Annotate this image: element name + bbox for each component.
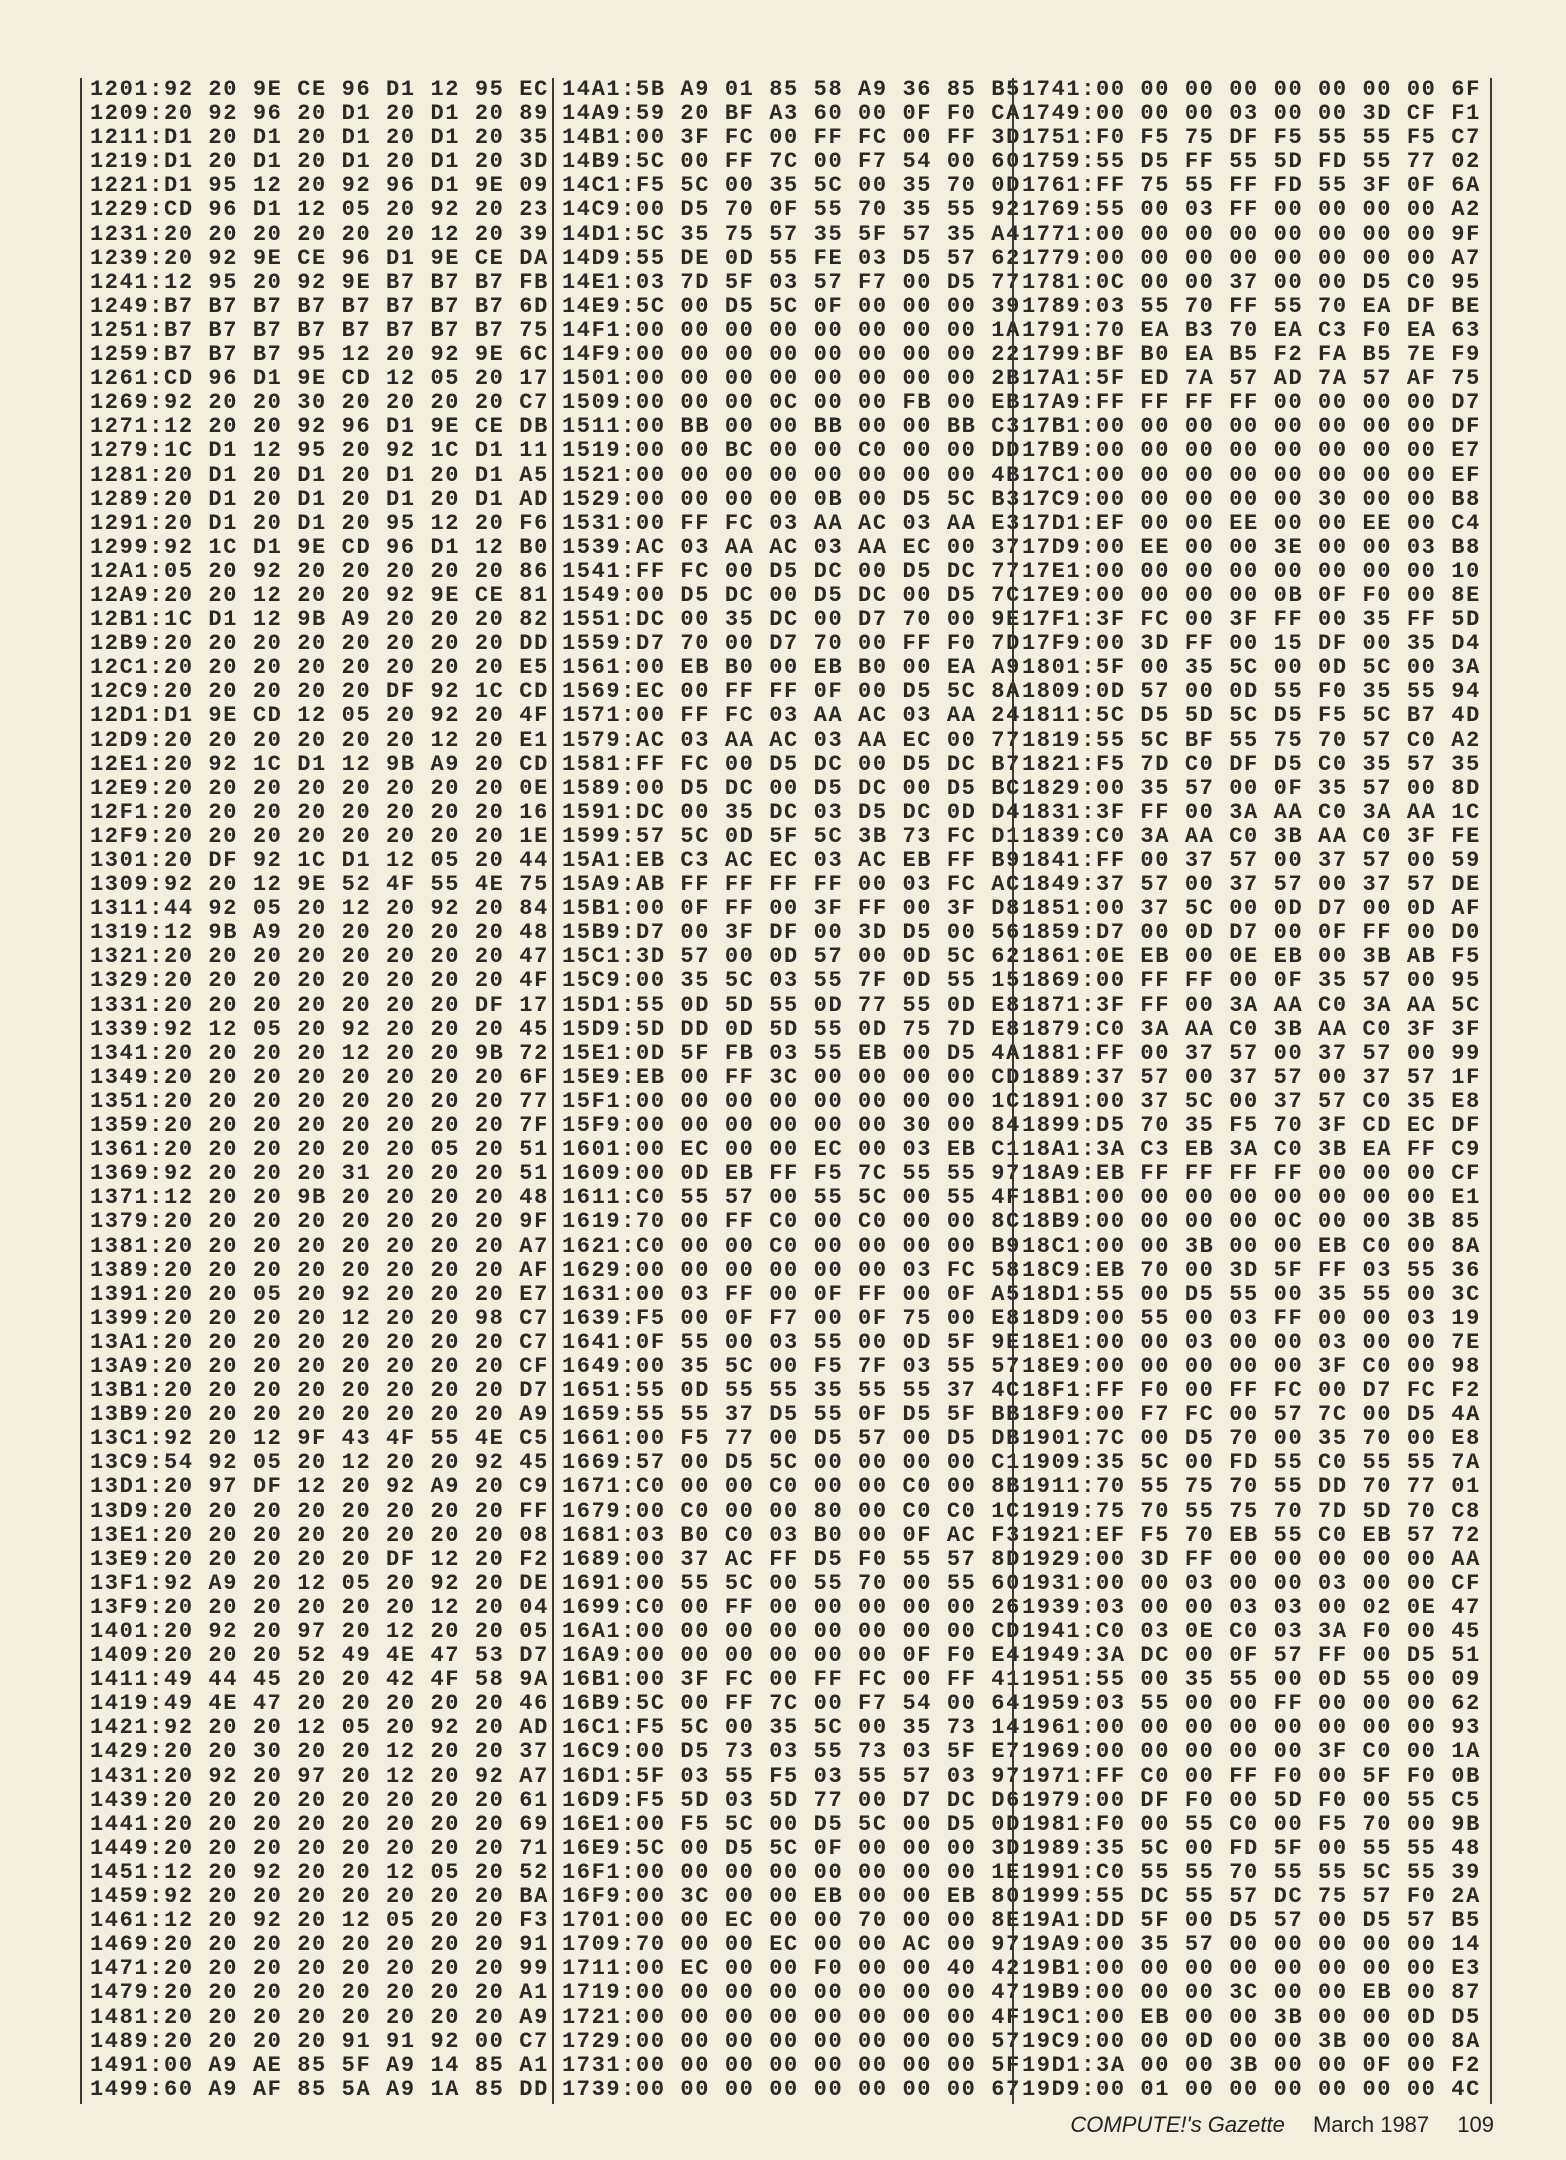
listing-line: 19C9:00 00 0D 00 00 3B 00 00 8A [1022,2028,1481,2054]
listing-line: 1559:D7 70 00 D7 70 00 FF F0 7D [562,631,1021,657]
listing-line: 1441:20 20 20 20 20 20 20 20 69 [90,1811,549,1837]
listing-line: 1931:00 00 03 00 00 03 00 00 CF [1022,1570,1481,1596]
listing-line: 1389:20 20 20 20 20 20 20 20 AF [90,1257,549,1283]
listing-line: 1231:20 20 20 20 20 20 12 20 39 [90,221,549,247]
listing-line: 1781:0C 00 00 37 00 00 D5 C0 95 [1022,269,1481,295]
listing-line: 1399:20 20 20 20 12 20 20 98 C7 [90,1305,549,1331]
listing-line: 1941:C0 03 0E C0 03 3A F0 00 45 [1022,1619,1481,1644]
listing-line: 1421:92 20 20 12 05 20 92 20 AD [90,1715,549,1741]
issue-date: March 1987 [1312,2112,1430,2137]
listing-line: 1461:12 20 92 20 12 05 20 20 F3 [90,1908,549,1934]
listing-line: 1949:3A DC 00 0F 57 FF 00 D5 51 [1022,1643,1481,1669]
listing-line: 13A1:20 20 20 20 20 20 20 20 C7 [90,1329,549,1355]
listing-line: 17C9:00 00 00 00 00 30 00 00 B8 [1022,486,1481,512]
listing-line: 12D1:D1 9E CD 12 05 20 92 20 4F [90,703,549,729]
listing-line: 19B9:00 00 00 3C 00 00 EB 00 87 [1022,1980,1481,2006]
listing-line: 1899:D5 70 35 F5 70 3F CD EC DF [1022,1113,1481,1139]
listing-line: 17B9:00 00 00 00 00 00 00 00 E7 [1022,438,1481,464]
listing-line: 1481:20 20 20 20 20 20 20 20 A9 [90,2004,549,2030]
listing-line: 1771:00 00 00 00 00 00 00 00 9F [1022,221,1481,247]
listing-line: 1871:3F FF 00 3A AA C0 3A AA 5C [1022,992,1481,1018]
listing-line: 14C1:F5 5C 00 35 5C 00 35 70 0D [562,173,1021,199]
listing-line: 1951:55 00 35 55 00 0D 55 00 09 [1022,1667,1481,1693]
listing-line: 1649:00 35 5C 00 F5 7F 03 55 57 [562,1353,1021,1379]
listing-line: 1741:00 00 00 00 00 00 00 00 6F [1022,77,1481,102]
listing-line: 15E9:EB 00 FF 3C 00 00 00 00 CD [562,1064,1021,1090]
listing-line: 1209:20 92 96 20 D1 20 D1 20 89 [90,101,549,127]
listing-line: 1841:FF 00 37 57 00 37 57 00 59 [1022,848,1481,873]
listing-line: 1521:00 00 00 00 00 00 00 00 4B [562,462,1021,488]
listing-line: 1629:00 00 00 00 00 00 03 FC 58 [562,1257,1021,1283]
listing-line: 1429:20 20 30 20 20 12 20 20 37 [90,1739,549,1765]
listing-line: 19B1:00 00 00 00 00 00 00 00 E3 [1022,1956,1481,1982]
listing-line: 1239:20 92 9E CE 96 D1 9E CE DA [90,245,549,271]
listing-line: 13D9:20 20 20 20 20 20 20 20 FF [90,1498,549,1524]
listing-line: 19C1:00 EB 00 00 3B 00 00 0D D5 [1022,2004,1481,2030]
listing-line: 1919:75 70 55 75 70 7D 5D 70 C8 [1022,1498,1481,1524]
page-footer [1070,2112,1494,2138]
listing-line: 14F1:00 00 00 00 00 00 00 00 1A [562,317,1021,343]
listing-line: 15F9:00 00 00 00 00 00 30 00 84 [562,1113,1021,1139]
listing-line: 1729:00 00 00 00 00 00 00 00 57 [562,2028,1021,2054]
listing-line: 18D1:55 00 D5 55 00 35 55 00 3C [1022,1281,1481,1307]
listing-line: 12D9:20 20 20 20 20 20 12 20 E1 [90,727,549,753]
listing-line: 17B1:00 00 00 00 00 00 00 00 DF [1022,414,1481,440]
listing-line: 16E1:00 F5 5C 00 D5 5C 00 D5 0D [562,1811,1021,1837]
listing-line: 19A1:DD 5F 00 D5 57 00 D5 57 B5 [1022,1908,1481,1934]
listing-line: 1989:35 5C 00 FD 5F 00 55 55 48 [1022,1835,1481,1861]
listing-line: 1821:F5 7D C0 DF D5 C0 35 57 35 [1022,751,1481,777]
listing-line: 17F1:3F FC 00 3F FF 00 35 FF 5D [1022,607,1481,633]
listing-line: 1359:20 20 20 20 20 20 20 20 7F [90,1113,549,1139]
listing-line: 1731:00 00 00 00 00 00 00 00 5F [562,2052,1021,2078]
listing-line: 1369:92 20 20 20 31 20 20 20 51 [90,1161,549,1187]
listing-line: 1569:EC 00 FF FF 0F 00 D5 5C 8A [562,679,1021,705]
listing-line: 1661:00 F5 77 00 D5 57 00 D5 DB [562,1426,1021,1452]
listing-line: 1601:00 EC 00 00 EC 00 03 EB C1 [562,1137,1021,1163]
listing-line: 1541:FF FC 00 D5 DC 00 D5 DC 77 [562,558,1021,584]
listing-line: 1221:D1 95 12 20 92 96 D1 9E 09 [90,173,549,199]
listing-line: 1581:FF FC 00 D5 DC 00 D5 DC B7 [562,751,1021,777]
listing-line: 1261:CD 96 D1 9E CD 12 05 20 17 [90,366,549,392]
listing-line: 1779:00 00 00 00 00 00 00 00 A7 [1022,245,1481,271]
listing-line: 14F9:00 00 00 00 00 00 00 00 22 [562,342,1021,368]
listing-line: 12B9:20 20 20 20 20 20 20 20 DD [90,631,549,657]
listing-line: 1679:00 C0 00 00 80 00 C0 C0 1C [562,1498,1021,1524]
listing-line: 1241:12 95 20 92 9E B7 B7 B7 FB [90,269,549,295]
listing-line: 1861:0E EB 00 0E EB 00 3B AB F5 [1022,944,1481,970]
listing-line: 1681:03 B0 C0 03 B0 00 0F AC F3 [562,1522,1021,1548]
listing-line: 1891:00 37 5C 00 37 57 C0 35 E8 [1022,1088,1481,1114]
listing-line: 1309:92 20 12 9E 52 4F 55 4E 75 [90,872,549,898]
listing-line: 1459:92 20 20 20 20 20 20 20 BA [90,1884,549,1910]
listing-line: 17D1:EF 00 00 EE 00 00 EE 00 C4 [1022,510,1481,536]
listing-line: 1449:20 20 20 20 20 20 20 20 71 [90,1835,549,1861]
listing-line: 19D9:00 01 00 00 00 00 00 00 4C [1022,2076,1481,2102]
listing-column-1 [80,78,552,2104]
listing-line: 1589:00 D5 DC 00 D5 DC 00 D5 BC [562,775,1021,801]
listing-line: 1859:D7 00 0D D7 00 0F FF 00 D0 [1022,920,1481,946]
listing-line: 1811:5C D5 5D 5C D5 F5 5C B7 4D [1022,703,1481,729]
listing-line: 18A1:3A C3 EB 3A C0 3B EA FF C9 [1022,1137,1481,1163]
listing-line: 1791:70 EA B3 70 EA C3 F0 EA 63 [1022,317,1481,343]
listing-line: 1271:12 20 20 92 96 D1 9E CE DB [90,414,549,440]
listing-line: 1229:CD 96 D1 12 05 20 92 20 23 [90,197,549,223]
listing-line: 1881:FF 00 37 57 00 37 57 00 99 [1022,1040,1481,1066]
listing-line: 1499:60 A9 AF 85 5A A9 1A 85 DD [90,2076,549,2102]
listing-line: 15A1:EB C3 AC EC 03 AC EB FF B9 [562,848,1021,873]
listing-line: 1509:00 00 00 0C 00 00 FB 00 EB [562,390,1021,416]
listing-line: 14A1:5B A9 01 85 58 A9 36 85 B5 [562,77,1021,102]
listing-line: 15C9:00 35 5C 03 55 7F 0D 55 15 [562,968,1021,994]
listing-line: 16B9:5C 00 FF 7C 00 F7 54 00 64 [562,1691,1021,1717]
listing-line: 1689:00 37 AC FF D5 F0 55 57 8D [562,1546,1021,1572]
listing-line: 1599:57 5C 0D 5F 5C 3B 73 FC D1 [562,823,1021,849]
listing-line: 1851:00 37 5C 00 0D D7 00 0D AF [1022,896,1481,922]
listing-line: 12E1:20 92 1C D1 12 9B A9 20 CD [90,751,549,777]
listing-line: 16C1:F5 5C 00 35 5C 00 35 73 14 [562,1715,1021,1741]
listing-line: 1289:20 D1 20 D1 20 D1 20 D1 AD [90,486,549,512]
listing-line: 1909:35 5C 00 FD 55 C0 55 55 7A [1022,1450,1481,1476]
listing-line: 1831:3F FF 00 3A AA C0 3A AA 1C [1022,799,1481,825]
listing-line: 12C1:20 20 20 20 20 20 20 20 E5 [90,655,549,681]
listing-line: 1869:00 FF FF 00 0F 35 57 00 95 [1022,968,1481,994]
listing-line: 1281:20 D1 20 D1 20 D1 20 D1 A5 [90,462,549,488]
listing-line: 14D1:5C 35 75 57 35 5F 57 35 A4 [562,221,1021,247]
listing-line: 1959:03 55 00 00 FF 00 00 00 62 [1022,1691,1481,1717]
listing-line: 1639:F5 00 0F F7 00 0F 75 00 E8 [562,1305,1021,1331]
listing-line: 1361:20 20 20 20 20 20 05 20 51 [90,1137,549,1163]
listing-line: 1299:92 1C D1 9E CD 96 D1 12 B0 [90,534,549,560]
listing-line: 1701:00 00 EC 00 00 70 00 00 8E [562,1908,1021,1934]
listing-line: 1259:B7 B7 B7 95 12 20 92 9E 6C [90,342,549,368]
listing-line: 12A9:20 20 12 20 20 92 9E CE 81 [90,582,549,608]
listing-line: 16F1:00 00 00 00 00 00 00 00 1E [562,1859,1021,1885]
listing-line: 1201:92 20 9E CE 96 D1 12 95 EC [90,77,549,102]
listing-column-3 [1012,78,1492,2104]
listing-line: 1611:C0 55 57 00 55 5C 00 55 4F [562,1185,1021,1211]
listing-line: 1301:20 DF 92 1C D1 12 05 20 44 [90,848,549,873]
listing-line: 15D9:5D DD 0D 5D 55 0D 75 7D E8 [562,1016,1021,1042]
listing-line: 1969:00 00 00 00 00 3F C0 00 1A [1022,1739,1481,1765]
magazine-title: COMPUTE!'s Gazette [1070,2112,1285,2137]
listing-line: 1641:0F 55 00 03 55 00 0D 5F 9E [562,1329,1021,1355]
listing-line: 1721:00 00 00 00 00 00 00 00 4F [562,2004,1021,2030]
listing-line: 18F1:FF F0 00 FF FC 00 D7 FC F2 [1022,1378,1481,1404]
listing-line: 1211:D1 20 D1 20 D1 20 D1 20 35 [90,125,549,151]
listing-line: 13F1:92 A9 20 12 05 20 92 20 DE [90,1570,549,1596]
listing-line: 14B1:00 3F FC 00 FF FC 00 FF 3D [562,125,1021,151]
listing-line: 1699:C0 00 FF 00 00 00 00 00 26 [562,1594,1021,1620]
listing-line: 1621:C0 00 00 C0 00 00 00 00 B9 [562,1233,1021,1259]
listing-line: 1469:20 20 20 20 20 20 20 20 91 [90,1932,549,1958]
listing-line: 1801:5F 00 35 5C 00 0D 5C 00 3A [1022,655,1481,681]
listing-line: 1659:55 55 37 D5 55 0F D5 5F BB [562,1402,1021,1428]
listing-line: 13E9:20 20 20 20 20 DF 12 20 F2 [90,1546,549,1572]
listing-line: 15A9:AB FF FF FF FF 00 03 FC AC [562,872,1021,898]
listing-line: 18F9:00 F7 FC 00 57 7C 00 D5 4A [1022,1402,1481,1428]
listing-line: 1251:B7 B7 B7 B7 B7 B7 B7 B7 75 [90,317,549,343]
listing-line: 1551:DC 00 35 DC 00 D7 70 00 9E [562,607,1021,633]
listing-line: 1319:12 9B A9 20 20 20 20 20 48 [90,920,549,946]
listing-line: 1419:49 4E 47 20 20 20 20 20 46 [90,1691,549,1717]
listing-line: 1751:F0 F5 75 DF F5 55 55 F5 C7 [1022,125,1481,151]
listing-line: 1711:00 EC 00 00 F0 00 00 40 42 [562,1956,1021,1982]
listing-line: 1331:20 20 20 20 20 20 20 DF 17 [90,992,549,1018]
listing-line: 1539:AC 03 AA AC 03 AA EC 00 37 [562,534,1021,560]
listing-line: 1339:92 12 05 20 92 20 20 20 45 [90,1016,549,1042]
listing-line: 14E9:5C 00 D5 5C 0F 00 00 00 39 [562,293,1021,319]
listing-line: 15B9:D7 00 3F DF 00 3D D5 00 56 [562,920,1021,946]
listing-line: 15F1:00 00 00 00 00 00 00 00 1C [562,1088,1021,1114]
listing-line: 1571:00 FF FC 03 AA AC 03 AA 24 [562,703,1021,729]
listing-line: 1999:55 DC 55 57 DC 75 57 F0 2A [1022,1884,1481,1910]
listing-line: 16E9:5C 00 D5 5C 0F 00 00 00 3D [562,1835,1021,1861]
listing-line: 1479:20 20 20 20 20 20 20 20 A1 [90,1980,549,2006]
listing-line: 16D9:F5 5D 03 5D 77 00 D7 DC D6 [562,1787,1021,1813]
listing-line: 1609:00 0D EB FF F5 7C 55 55 97 [562,1161,1021,1187]
listing-line: 1749:00 00 00 03 00 00 3D CF F1 [1022,101,1481,127]
listing-line: 15C1:3D 57 00 0D 57 00 0D 5C 62 [562,944,1021,970]
listing-line: 15B1:00 0F FF 00 3F FF 00 3F D8 [562,896,1021,922]
listing-line: 16A9:00 00 00 00 00 00 0F F0 E4 [562,1643,1021,1669]
listing-line: 13A9:20 20 20 20 20 20 20 20 CF [90,1353,549,1379]
listing-line: 17A1:5F ED 7A 57 AD 7A 57 AF 75 [1022,366,1481,392]
listing-line: 1431:20 92 20 97 20 12 20 92 A7 [90,1763,549,1789]
listing-line: 16C9:00 D5 73 03 55 73 03 5F E7 [562,1739,1021,1765]
listing-line: 1981:F0 00 55 C0 00 F5 70 00 9B [1022,1811,1481,1837]
page-number: 109 [1457,2112,1494,2137]
listing-line: 1591:DC 00 35 DC 03 D5 DC 0D D4 [562,799,1021,825]
listing-line: 1991:C0 55 55 70 55 55 5C 55 39 [1022,1859,1481,1885]
listing-line: 1451:12 20 92 20 20 12 05 20 52 [90,1859,549,1885]
listing-line: 13F9:20 20 20 20 20 20 12 20 04 [90,1594,549,1620]
listing-line: 1759:55 D5 FF 55 5D FD 55 77 02 [1022,149,1481,175]
listing-line: 18D9:00 55 00 03 FF 00 00 03 19 [1022,1305,1481,1331]
listing-line: 1529:00 00 00 00 0B 00 D5 5C B3 [562,486,1021,512]
listing-line: 1219:D1 20 D1 20 D1 20 D1 20 3D [90,149,549,175]
listing-line: 1391:20 20 05 20 92 20 20 20 E7 [90,1281,549,1307]
listing-line: 1501:00 00 00 00 00 00 00 00 2B [562,366,1021,392]
listing-line: 16F9:00 3C 00 00 EB 00 00 EB 80 [562,1884,1021,1910]
listing-line: 12E9:20 20 20 20 20 20 20 20 0E [90,775,549,801]
listing-line: 1489:20 20 20 20 91 91 92 00 C7 [90,2028,549,2054]
listing-line: 1799:BF B0 EA B5 F2 FA B5 7E F9 [1022,342,1481,368]
listing-line: 1809:0D 57 00 0D 55 F0 35 55 94 [1022,679,1481,705]
listing-line: 1471:20 20 20 20 20 20 20 20 99 [90,1956,549,1982]
listing-line: 1671:C0 00 00 C0 00 00 C0 00 8B [562,1474,1021,1500]
listing-line: 15D1:55 0D 5D 55 0D 77 55 0D E8 [562,992,1021,1018]
listing-line: 1849:37 57 00 37 57 00 37 57 DE [1022,872,1481,898]
listing-line: 18E1:00 00 03 00 00 03 00 00 7E [1022,1329,1481,1355]
listing-line: 1491:00 A9 AE 85 5F A9 14 85 A1 [90,2052,549,2078]
listing-line: 16A1:00 00 00 00 00 00 00 00 CD [562,1619,1021,1644]
listing-line: 18B9:00 00 00 00 0C 00 00 3B 85 [1022,1209,1481,1235]
listing-line: 1939:03 00 00 03 03 00 02 0E 47 [1022,1594,1481,1620]
listing-line: 14C9:00 D5 70 0F 55 70 35 55 92 [562,197,1021,223]
listing-line: 1379:20 20 20 20 20 20 20 20 9F [90,1209,549,1235]
listing-line: 1901:7C 00 D5 70 00 35 70 00 E8 [1022,1426,1481,1452]
listing-line: 1579:AC 03 AA AC 03 AA EC 00 77 [562,727,1021,753]
listing-line: 18C1:00 00 3B 00 00 EB C0 00 8A [1022,1233,1481,1259]
listing-line: 1439:20 20 20 20 20 20 20 20 61 [90,1787,549,1813]
listing-line: 17C1:00 00 00 00 00 00 00 00 EF [1022,462,1481,488]
listing-line: 1709:70 00 00 EC 00 00 AC 00 97 [562,1932,1021,1958]
listing-line: 1691:00 55 5C 00 55 70 00 55 60 [562,1570,1021,1596]
listing-line: 1669:57 00 D5 5C 00 00 00 00 C1 [562,1450,1021,1476]
listing-line: 1839:C0 3A AA C0 3B AA C0 3F FE [1022,823,1481,849]
listing-line: 1979:00 DF F0 00 5D F0 00 55 C5 [1022,1787,1481,1813]
listing-line: 1409:20 20 20 52 49 4E 47 53 D7 [90,1643,549,1669]
listing-line: 1769:55 00 03 FF 00 00 00 00 A2 [1022,197,1481,223]
listing-line: 17E1:00 00 00 00 00 00 00 00 10 [1022,558,1481,584]
listing-line: 12B1:1C D1 12 9B A9 20 20 20 82 [90,607,549,633]
listing-line: 12A1:05 20 92 20 20 20 20 20 86 [90,558,549,584]
listing-line: 1291:20 D1 20 D1 20 95 12 20 F6 [90,510,549,536]
listing-line: 13C1:92 20 12 9F 43 4F 55 4E C5 [90,1426,549,1452]
listing-line: 16B1:00 3F FC 00 FF FC 00 FF 41 [562,1667,1021,1693]
listing-line: 1561:00 EB B0 00 EB B0 00 EA A9 [562,655,1021,681]
listing-line: 13E1:20 20 20 20 20 20 20 20 08 [90,1522,549,1548]
listing-line: 1921:EF F5 70 EB 55 C0 EB 57 72 [1022,1522,1481,1548]
listing-line: 12F1:20 20 20 20 20 20 20 20 16 [90,799,549,825]
listing-line: 15E1:0D 5F FB 03 55 EB 00 D5 4A [562,1040,1021,1066]
listing-line: 1351:20 20 20 20 20 20 20 20 77 [90,1088,549,1114]
listing-line: 1401:20 92 20 97 20 12 20 20 05 [90,1619,549,1644]
listing-line: 17A9:FF FF FF FF 00 00 00 00 D7 [1022,390,1481,416]
listing-line: 1631:00 03 FF 00 0F FF 00 0F A5 [562,1281,1021,1307]
listing-line: 14B9:5C 00 FF 7C 00 F7 54 00 60 [562,149,1021,175]
listing-line: 1349:20 20 20 20 20 20 20 20 6F [90,1064,549,1090]
listing-column-2 [552,77,1021,2104]
listing-line: 14E1:03 7D 5F 03 57 F7 00 D5 77 [562,269,1021,295]
listing-line: 1371:12 20 20 9B 20 20 20 20 48 [90,1185,549,1211]
listing-line: 1381:20 20 20 20 20 20 20 20 A7 [90,1233,549,1259]
listing-line: 17D9:00 EE 00 00 3E 00 00 03 B8 [1022,534,1481,560]
listing-line: 1311:44 92 05 20 12 20 92 20 84 [90,896,549,922]
listing-line: 1971:FF C0 00 FF F0 00 5F F0 0B [1022,1763,1481,1789]
listing-line: 13B9:20 20 20 20 20 20 20 20 A9 [90,1402,549,1428]
listing-line: 1341:20 20 20 20 12 20 20 9B 72 [90,1040,549,1066]
listing-line: 1911:70 55 75 70 55 DD 70 77 01 [1022,1474,1481,1500]
listing-line: 1619:70 00 FF C0 00 C0 00 00 8C [562,1209,1021,1235]
listing-line: 17E9:00 00 00 00 0B 0F F0 00 8E [1022,582,1481,608]
listing-line: 13B1:20 20 20 20 20 20 20 20 D7 [90,1378,549,1404]
listing-line: 1879:C0 3A AA C0 3B AA C0 3F 3F [1022,1016,1481,1042]
listing-line: 1511:00 BB 00 00 BB 00 00 BB C3 [562,414,1021,440]
listing-line: 14D9:55 DE 0D 55 FE 03 D5 57 62 [562,245,1021,271]
listing-line: 14A9:59 20 BF A3 60 00 0F F0 CA [562,101,1021,127]
listing-line: 16D1:5F 03 55 F5 03 55 57 03 97 [562,1763,1021,1789]
listing-line: 1829:00 35 57 00 0F 35 57 00 8D [1022,775,1481,801]
listing-line: 1961:00 00 00 00 00 00 00 00 93 [1022,1715,1481,1741]
listing-line: 17F9:00 3D FF 00 15 DF 00 35 D4 [1022,631,1481,657]
listing-line: 18A9:EB FF FF FF FF 00 00 00 CF [1022,1161,1481,1187]
listing-line: 13C9:54 92 05 20 12 20 20 92 45 [90,1450,549,1476]
listing-line: 1761:FF 75 55 FF FD 55 3F 0F 6A [1022,173,1481,199]
listing-line: 1889:37 57 00 37 57 00 37 57 1F [1022,1064,1481,1090]
listing-line: 1411:49 44 45 20 20 42 4F 58 9A [90,1667,549,1693]
listing-line: 1279:1C D1 12 95 20 92 1C D1 11 [90,438,549,464]
listing-line: 1719:00 00 00 00 00 00 00 00 47 [562,1980,1021,2006]
listing-line: 1531:00 FF FC 03 AA AC 03 AA E3 [562,510,1021,536]
listing-line: 19A9:00 35 57 00 00 00 00 00 14 [1022,1932,1481,1958]
listing-line: 1549:00 D5 DC 00 D5 DC 00 D5 7C [562,582,1021,608]
listing-line: 18C9:EB 70 00 3D 5F FF 03 55 36 [1022,1257,1481,1283]
listing-line: 18B1:00 00 00 00 00 00 00 00 E1 [1022,1185,1481,1211]
listing-line: 18E9:00 00 00 00 00 3F C0 00 98 [1022,1353,1481,1379]
listing-line: 1519:00 00 BC 00 00 C0 00 00 DD [562,438,1021,464]
listing-line: 1329:20 20 20 20 20 20 20 20 4F [90,968,549,994]
listing-line: 1269:92 20 20 30 20 20 20 20 C7 [90,390,549,416]
listing-line: 19D1:3A 00 00 3B 00 00 0F 00 F2 [1022,2052,1481,2078]
listing-line: 1739:00 00 00 00 00 00 00 00 67 [562,2076,1021,2102]
listing-line: 1321:20 20 20 20 20 20 20 20 47 [90,944,549,970]
listing-line: 1929:00 3D FF 00 00 00 00 00 AA [1022,1546,1481,1572]
listing-line: 1789:03 55 70 FF 55 70 EA DF BE [1022,293,1481,319]
listing-line: 12C9:20 20 20 20 20 DF 92 1C CD [90,679,549,705]
listing-line: 13D1:20 97 DF 12 20 92 A9 20 C9 [90,1474,549,1500]
listing-line: 12F9:20 20 20 20 20 20 20 20 1E [90,823,549,849]
listing-line: 1249:B7 B7 B7 B7 B7 B7 B7 B7 6D [90,293,549,319]
listing-line: 1819:55 5C BF 55 75 70 57 C0 A2 [1022,727,1481,753]
listing-line: 1651:55 0D 55 55 35 55 55 37 4C [562,1378,1021,1404]
